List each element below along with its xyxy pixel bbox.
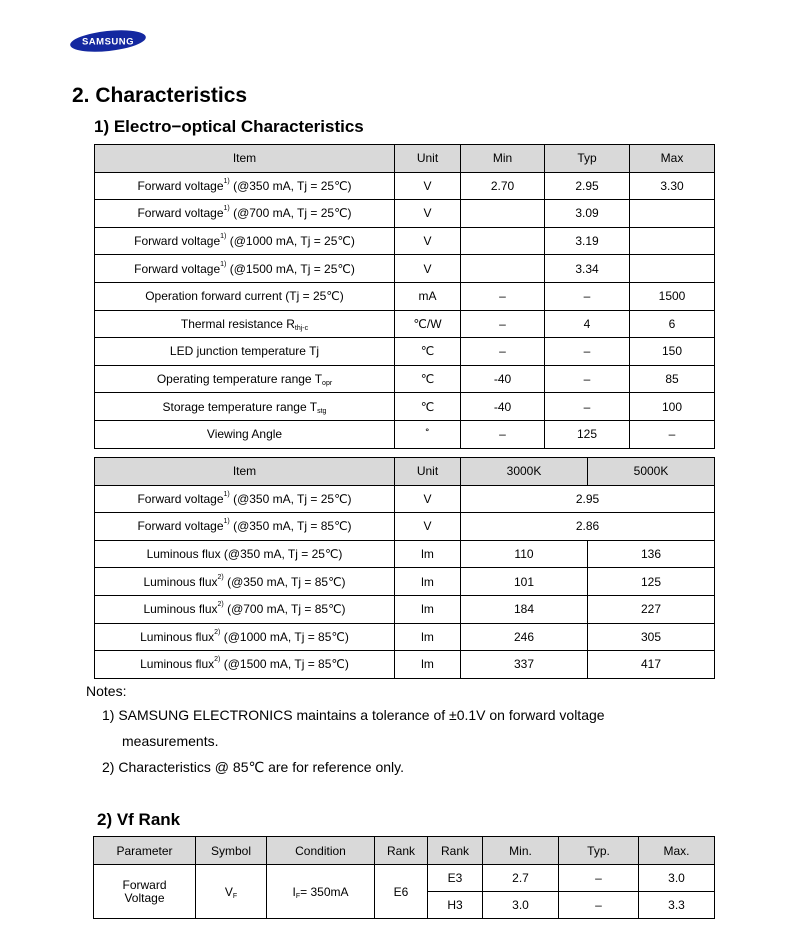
note-2: 2) Characteristics @ 85℃ are for reference only. — [102, 759, 405, 775]
item-label: Forward voltage — [137, 519, 224, 534]
table-row — [95, 420, 715, 448]
item-condition: (@1500 mA, Tj = 85℃) — [220, 657, 349, 672]
item-subscript: opr — [322, 380, 333, 388]
samsung-logo — [69, 28, 147, 54]
min-cell: -40 — [461, 365, 545, 393]
luminous-table — [94, 457, 715, 679]
value-3000k-cell: 184 — [461, 595, 588, 623]
section1-title: 1) Electro−optical Characteristics — [94, 117, 364, 136]
unit-cell: V — [395, 255, 461, 283]
max-cell: 100 — [630, 393, 715, 421]
typ-cell: – — [545, 338, 630, 366]
footnote-ref: 2) — [217, 573, 224, 581]
header-item: Item — [95, 458, 395, 486]
parameter-line2: Voltage — [124, 890, 165, 905]
item-condition: (@350 mA, Tj = 85℃) — [229, 519, 352, 534]
item-subscript: stg — [317, 407, 327, 415]
header-item: Item — [95, 145, 395, 173]
unit-cell: mA — [395, 282, 461, 310]
table-row — [95, 172, 715, 200]
value-3000k-cell: 110 — [461, 540, 588, 568]
typ-cell: 4 — [545, 310, 630, 338]
max-cell: 6 — [630, 310, 715, 338]
symbol-sub: F — [232, 892, 238, 900]
item-label: Forward voltage — [137, 178, 224, 193]
item-label: Luminous flux — [143, 602, 218, 617]
table-row — [95, 338, 715, 366]
footnote-ref: 1) — [223, 177, 230, 185]
item-label: Storage temperature range T — [162, 399, 318, 414]
value-5000k-cell: 136 — [588, 540, 715, 568]
max-cell: 3.30 — [630, 172, 715, 200]
unit-cell: lm — [395, 651, 461, 679]
typ-cell: – — [545, 282, 630, 310]
unit-cell: V — [395, 513, 461, 541]
parameter-cell — [94, 865, 196, 919]
value-3000k-cell: 101 — [461, 568, 588, 596]
unit-cell: lm — [395, 623, 461, 651]
table-header-row — [94, 837, 715, 865]
typ-cell: 3.19 — [545, 227, 630, 255]
header-symbol: Symbol — [196, 837, 267, 865]
table-row — [95, 255, 715, 283]
item-label: Operation forward current (Tj = 25℃) — [145, 289, 344, 304]
item-label: Forward voltage — [134, 261, 221, 276]
typ-cell: 3.34 — [545, 255, 630, 283]
min-cell: 2.70 — [461, 172, 545, 200]
merged-value-cell: 2.86 — [461, 513, 715, 541]
table-row — [95, 485, 715, 513]
item-label: Operating temperature range T — [156, 372, 323, 387]
item-label: LED junction temperature Tj — [169, 344, 320, 359]
item-condition: (@1000 mA, Tj = 85℃) — [220, 629, 349, 644]
max-cell: 3.3 — [639, 892, 715, 919]
unit-cell: V — [395, 485, 461, 513]
item-cell — [95, 485, 395, 513]
unit-cell: ℃/W — [395, 310, 461, 338]
unit-cell: V — [395, 200, 461, 228]
footnote-ref: 2) — [214, 656, 221, 664]
header-rank: Rank — [375, 837, 428, 865]
note-1-line1: 1) SAMSUNG ELECTRONICS maintains a tolerance of ±0.1V on forward voltage — [102, 707, 605, 723]
rank-cell: E6 — [375, 865, 428, 919]
item-label: Thermal resistance R — [180, 316, 295, 331]
item-label: Forward voltage — [137, 206, 224, 221]
item-cell — [95, 310, 395, 338]
value-3000k-cell: 246 — [461, 623, 588, 651]
min-cell: – — [461, 310, 545, 338]
unit-cell: ℃ — [395, 365, 461, 393]
item-cell — [95, 540, 395, 568]
item-condition: (@350 mA, Tj = 85℃) — [223, 574, 346, 589]
typ-cell: – — [545, 365, 630, 393]
item-condition: (@350 mA, Tj = 25℃) — [229, 491, 352, 506]
typ-cell: – — [559, 892, 639, 919]
header-typ: Typ — [545, 145, 630, 173]
footnote-ref: 2) — [217, 601, 224, 609]
table-row — [95, 651, 715, 679]
value-5000k-cell: 125 — [588, 568, 715, 596]
value-5000k-cell: 305 — [588, 623, 715, 651]
footnote-ref: 1) — [223, 518, 230, 526]
header-max: Max. — [639, 837, 715, 865]
condition-cell — [267, 865, 375, 919]
sub-rank-cell: H3 — [428, 892, 483, 919]
table-row — [95, 282, 715, 310]
unit-cell: ˚ — [395, 420, 461, 448]
footnote-ref: 2) — [214, 628, 221, 636]
item-cell — [95, 568, 395, 596]
item-condition: (@1000 mA, Tj = 25℃) — [226, 234, 355, 249]
max-cell: 3.0 — [639, 865, 715, 892]
item-condition: (@700 mA, Tj = 85℃) — [223, 602, 346, 617]
section2-title: 2) Vf Rank — [97, 810, 181, 829]
header-min: Min — [461, 145, 545, 173]
typ-cell: – — [545, 393, 630, 421]
typ-cell: 125 — [545, 420, 630, 448]
vf-rank-table — [93, 836, 715, 919]
logo-text: SAMSUNG — [81, 36, 135, 48]
electro-optical-table — [94, 144, 715, 449]
item-label: Luminous flux — [140, 629, 215, 644]
header-5000k: 5000K — [588, 458, 715, 486]
header-rank-sub: Rank — [428, 837, 483, 865]
condition-rest: = 350mA — [300, 884, 349, 899]
unit-cell: V — [395, 227, 461, 255]
item-label: Forward voltage — [134, 234, 221, 249]
item-cell — [95, 651, 395, 679]
unit-cell: V — [395, 172, 461, 200]
symbol-cell — [196, 865, 267, 919]
max-cell: 1500 — [630, 282, 715, 310]
typ-cell: 2.95 — [545, 172, 630, 200]
min-cell: – — [461, 420, 545, 448]
item-cell — [95, 227, 395, 255]
page-heading: 2. Characteristics — [72, 84, 248, 107]
table-header-row — [95, 145, 715, 173]
max-cell — [630, 255, 715, 283]
item-cell — [95, 338, 395, 366]
min-cell: 3.0 — [483, 892, 559, 919]
max-cell: 85 — [630, 365, 715, 393]
unit-cell: lm — [395, 568, 461, 596]
table-row — [95, 513, 715, 541]
value-5000k-cell: 417 — [588, 651, 715, 679]
header-unit: Unit — [395, 458, 461, 486]
max-cell — [630, 227, 715, 255]
note-1-line2: measurements. — [122, 733, 219, 749]
item-cell — [95, 513, 395, 541]
header-typ: Typ. — [559, 837, 639, 865]
item-cell — [95, 282, 395, 310]
table-header-row — [95, 458, 715, 486]
footnote-ref: 1) — [223, 490, 230, 498]
header-3000k: 3000K — [461, 458, 588, 486]
sub-rank-cell: E3 — [428, 865, 483, 892]
item-condition: (@1500 mA, Tj = 25℃) — [226, 261, 355, 276]
table-row — [94, 865, 715, 892]
header-condition: Condition — [267, 837, 375, 865]
max-cell: – — [630, 420, 715, 448]
item-label: Viewing Angle — [206, 427, 283, 442]
max-cell: 150 — [630, 338, 715, 366]
value-3000k-cell: 337 — [461, 651, 588, 679]
header-unit: Unit — [395, 145, 461, 173]
item-label: Luminous flux — [140, 657, 215, 672]
item-label: Luminous flux (@350 mA, Tj = 25℃) — [146, 547, 343, 562]
item-condition: (@350 mA, Tj = 25℃) — [229, 178, 352, 193]
item-label: Forward voltage — [137, 491, 224, 506]
item-cell — [95, 172, 395, 200]
value-5000k-cell: 227 — [588, 595, 715, 623]
header-parameter: Parameter — [94, 837, 196, 865]
unit-cell: ℃ — [395, 393, 461, 421]
table-row — [95, 310, 715, 338]
unit-cell: ℃ — [395, 338, 461, 366]
header-max: Max — [630, 145, 715, 173]
min-cell — [461, 227, 545, 255]
table-row — [95, 540, 715, 568]
min-cell: 2.7 — [483, 865, 559, 892]
table-row — [95, 227, 715, 255]
unit-cell: lm — [395, 540, 461, 568]
footnote-ref: 1) — [220, 260, 227, 268]
min-cell: – — [461, 338, 545, 366]
max-cell — [630, 200, 715, 228]
table-row — [95, 200, 715, 228]
min-cell — [461, 200, 545, 228]
item-cell — [95, 420, 395, 448]
symbol-main: V — [224, 884, 233, 899]
merged-value-cell: 2.95 — [461, 485, 715, 513]
item-cell — [95, 200, 395, 228]
table-row — [95, 623, 715, 651]
table-row — [95, 595, 715, 623]
unit-cell: lm — [395, 595, 461, 623]
footnote-ref: 1) — [220, 233, 227, 241]
table-row — [95, 393, 715, 421]
min-cell: – — [461, 282, 545, 310]
notes-label: Notes: — [86, 683, 127, 699]
condition-main: I — [292, 884, 296, 899]
item-cell — [95, 393, 395, 421]
item-label: Luminous flux — [143, 574, 218, 589]
item-condition: (@700 mA, Tj = 25℃) — [229, 206, 352, 221]
table-row — [95, 568, 715, 596]
parameter-line1: Forward — [122, 877, 167, 892]
table-row — [95, 365, 715, 393]
header-min: Min. — [483, 837, 559, 865]
item-cell — [95, 595, 395, 623]
item-subscript: thj-c — [294, 324, 309, 332]
min-cell — [461, 255, 545, 283]
item-cell — [95, 365, 395, 393]
min-cell: -40 — [461, 393, 545, 421]
item-cell — [95, 255, 395, 283]
item-cell — [95, 623, 395, 651]
typ-cell: – — [559, 865, 639, 892]
typ-cell: 3.09 — [545, 200, 630, 228]
footnote-ref: 1) — [223, 205, 230, 213]
condition-sub: F — [295, 892, 301, 900]
